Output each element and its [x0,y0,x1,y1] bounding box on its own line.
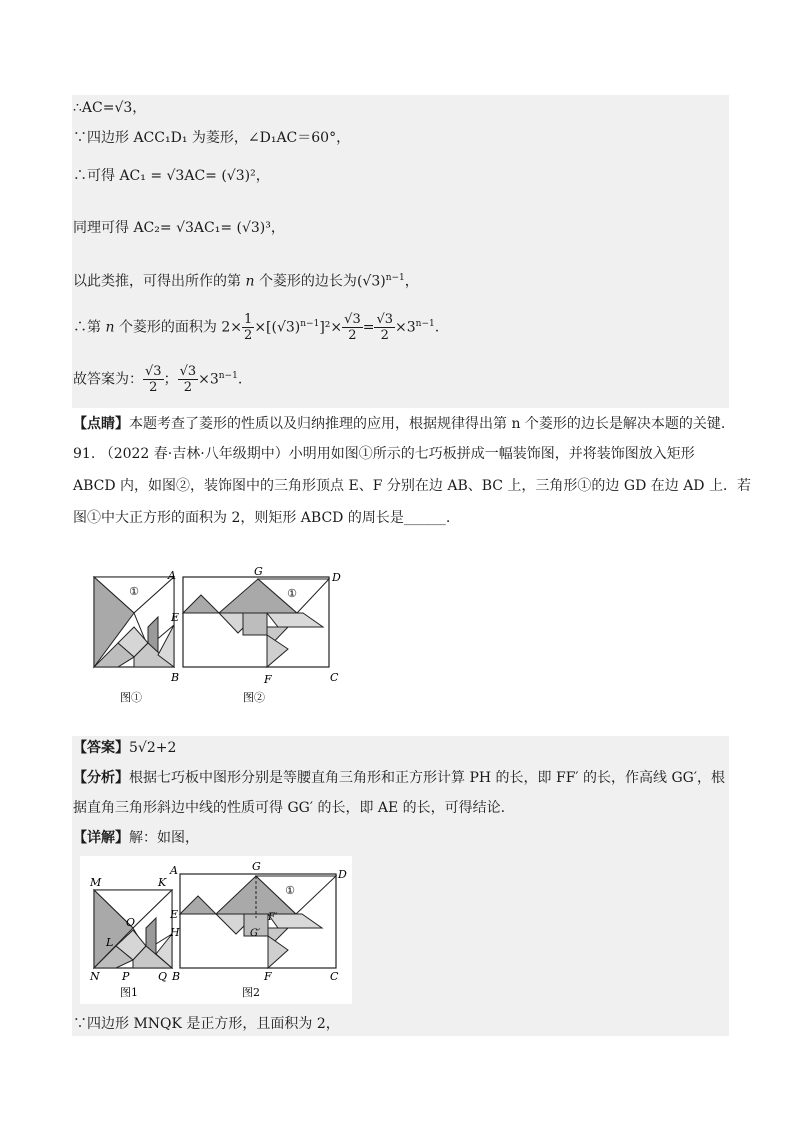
text-exp: n−1 [300,318,320,329]
text-induction-c: 个菱形的边长为 [258,273,357,290]
label-b: B [171,671,180,684]
fraction-half [242,312,254,343]
problem-line-3 [73,508,450,528]
label-f: F [264,970,272,983]
text-line-3 [73,166,270,186]
text-line-4 [73,218,285,238]
problem-text-2: ABCD 内，如图②，装饰图中的三角形顶点 E、F 分别在边 AB、BC 上，三角形①的边 GD 在边 AD 上．若 [73,478,751,494]
problem-line-2 [73,476,751,496]
text-equals: = [362,319,375,336]
label-g: G [252,860,261,873]
text-comma: ， [404,273,419,290]
label-g-prime: G′ [250,928,261,939]
label-p: P [122,970,130,983]
text-semicolon: ； [163,371,178,388]
label-c: C [330,970,339,983]
text-n: n [245,273,255,290]
text-line-1 [73,98,146,118]
fraction-denominator: 2 [244,328,253,343]
label-f-prime: F′ [268,912,278,923]
fraction-root3-half [143,364,164,395]
text-root3: (√3) [356,273,386,290]
answer-tag: 【答案】 [73,740,129,756]
label-f: F [264,673,272,686]
text-area-f: ]²× [319,319,343,336]
problem-text-1: 91. （2022 春·吉林·八年级期中）小明用如图①所示的七巧板拼成一幅装饰图，并将装饰图放入矩形 [73,446,695,462]
label-g: G [254,565,263,578]
text-line-7 [73,364,242,395]
figure-caption-1: 图① [120,691,142,704]
text-line-5 [73,268,419,292]
detail-tag: 【详解】 [73,830,129,846]
label-h: H [170,926,180,939]
fraction-denominator: 2 [380,328,389,343]
tangram-figure-1 [88,565,348,715]
label-n: N [90,970,100,983]
review-text: 本题考查了菱形的性质以及归纳推理的应用，根据规律得出第 n 个菱形的边长是解决本题的关键. [129,416,726,432]
text-answer-intro: 故答案为： [73,371,143,388]
label-k: K [158,876,167,889]
label-c: C [330,671,339,684]
analysis-text-1: 根据七巧板中图形分别是等腰直角三角形和正方形计算 PH 的长，即 FF′ 的长，作高线 GG′，根 [129,770,726,786]
text-period: . [434,319,440,336]
analysis-text-2: 据直角三角形斜边中线的性质可得 GG′ 的长，即 AE 的长，可得结论. [73,800,506,816]
label-m: M [90,876,102,889]
analysis-tag: 【分析】 [73,770,129,786]
text-times3: ×3 [395,319,416,336]
figure-caption-1: 图1 [120,986,138,999]
text-n: n [105,319,115,336]
label-a: A [168,569,176,582]
text-times3: ×3 [198,371,219,388]
analysis-line-1 [73,768,725,788]
label-a: A [170,864,178,877]
detail-text: 解：如图， [129,830,199,846]
last-text: ∵四边形 MNQK 是正方形，且面积为 2， [73,1016,340,1032]
problem-line-1 [73,444,695,464]
text-ac-value: ∴AC=√3， [73,100,147,116]
text-exp: n−1 [218,370,238,381]
answer-line [73,738,176,758]
label-q: Q [158,970,168,983]
fraction-numerator: √3 [376,312,394,327]
fraction-numerator: √3 [145,364,162,379]
detail-line [73,828,199,848]
text-ac2: 同理可得 AC₂= √3AC₁= (√3)³， [73,220,285,236]
label-circled-1: ① [129,585,139,598]
problem-text-3: 图①中大正方形的面积为 2，则矩形 ABCD 的周长是______. [73,510,451,526]
figure-caption-2: 图② [243,691,265,704]
review-tag: 【点睛】 [73,416,129,432]
fraction-numerator: √3 [179,364,197,379]
fraction-denominator: 2 [149,380,158,395]
fraction-root3-half [342,312,363,343]
fraction-numerator: 1 [244,312,253,327]
label-l: L [106,936,114,949]
tangram-figure-2 [80,856,352,1004]
fraction-denominator: 2 [183,380,192,395]
analysis-line-2 [73,798,505,818]
text-period: . [237,371,243,388]
label-d: D [332,571,341,584]
fraction-root3-half [374,312,395,343]
text-ac1: ∴可得 AC₁ = √3AC= (√3)²， [73,168,270,184]
text-exp: n−1 [385,273,405,283]
text-induction-a: 以此类推，可得出所作的第 [73,273,241,290]
label-o: O [126,916,136,929]
fraction-numerator: √3 [344,312,361,327]
label-circled-1: ① [285,884,295,897]
text-area-d: ×[(√3) [254,319,301,336]
label-e: E [171,611,180,624]
label-b: B [172,970,181,983]
label-circled-1: ① [287,587,297,600]
text-rhombus-statement: ∵四边形 ACC₁D₁ 为菱形，∠D₁AC＝60°， [73,130,351,146]
figure-caption-2: 图2 [242,986,260,999]
label-e: E [170,908,179,921]
label-d: D [338,868,347,881]
text-exp: n−1 [415,318,435,329]
answer-text: 5√2+2 [129,740,177,756]
last-line [73,1014,340,1034]
review-line [73,414,725,434]
text-area-a: ∴第 [73,319,101,336]
fraction-root3-half [178,364,199,395]
fraction-denominator: 2 [348,328,357,343]
text-line-6 [73,312,439,343]
text-line-2 [73,128,350,148]
text-area-c: 个菱形的面积为 2× [118,319,243,336]
